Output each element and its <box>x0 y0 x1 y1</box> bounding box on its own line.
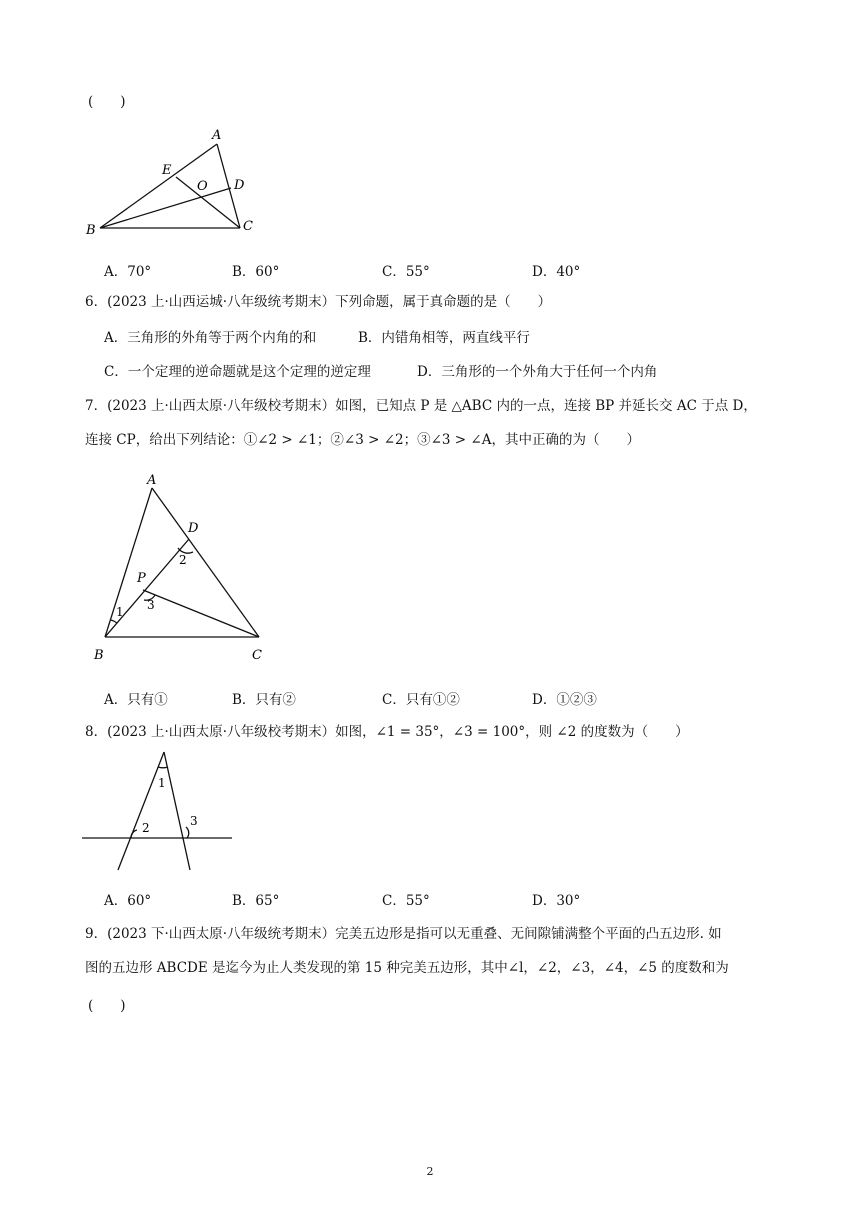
q7-option-d[interactable]: D．①②③ <box>532 692 597 708</box>
q5-label-d: D <box>234 178 245 193</box>
q7-stem-line2: 连接 CP，给出下列结论：①∠2 > ∠1；②∠3 > ∠2；③∠3 > ∠A，其中正确的为（ ） <box>85 432 640 448</box>
q7-label-b: B <box>94 648 104 663</box>
q5-option-c[interactable]: C．55° <box>382 264 430 280</box>
q5-label-a: A <box>212 128 222 143</box>
q6-option-b[interactable]: B．内错角相等，两直线平行 <box>358 330 530 346</box>
q5-label-b: B <box>86 223 96 238</box>
q7-option-a[interactable]: A．只有① <box>104 692 168 708</box>
q8-stem: 8．(2023 上·山西太原·八年级校考期末）如图，∠1 = 35°，∠3 = 100°，则 ∠2 的度数为（ ） <box>85 724 689 740</box>
q5-label-o: O <box>197 179 208 194</box>
q6-option-a[interactable]: A．三角形的外角等于两个内角的和 <box>104 330 317 346</box>
q7-label-1: 1 <box>116 605 124 619</box>
q6-option-d[interactable]: D．三角形的一个外角大于任何一个内角 <box>417 364 658 380</box>
q9-stem-line1: 9．(2023 下·山西太原·八年级统考期末）完美五边形是指可以无重叠、无间隙铺满整个平面的凸五边形. 如 <box>85 926 722 942</box>
q9-answer-bracket: ( ) <box>88 998 126 1014</box>
q6-stem: 6．(2023 上·山西运城·八年级统考期末）下列命题，属于真命题的是（ ） <box>85 294 552 310</box>
q9-stem-line2: 图的五边形 ABCDE 是迄今为止人类发现的第 15 种完美五边形，其中∠l，∠2，∠3，∠4，∠5 的度数和为 <box>85 960 729 976</box>
q7-label-c: C <box>252 648 262 663</box>
q8-label-3: 3 <box>190 814 198 828</box>
q7-stem-line1: 7．(2023 上·山西太原·八年级校考期末）如图，已知点 P 是 △ABC 内的一点，连接 BP 并延长交 AC 于点 D， <box>85 398 757 414</box>
q6-option-c[interactable]: C．一个定理的逆命题就是这个定理的逆定理 <box>104 364 371 380</box>
q5-option-b[interactable]: B．60° <box>232 264 280 280</box>
q5-label-c: C <box>243 219 253 234</box>
q7-option-b[interactable]: B．只有② <box>232 692 296 708</box>
page-number: 2 <box>426 1165 434 1178</box>
q7-label-a: A <box>147 473 157 488</box>
q8-label-1: 1 <box>158 776 166 790</box>
q7-label-2: 2 <box>179 553 187 567</box>
q8-option-a[interactable]: A．60° <box>104 893 152 909</box>
q7-label-3: 3 <box>147 598 155 612</box>
q7-label-d: D <box>188 521 199 536</box>
q7-option-c[interactable]: C．只有①② <box>382 692 460 708</box>
q5-option-d[interactable]: D．40° <box>532 264 581 280</box>
q8-label-2: 2 <box>142 821 150 835</box>
q5-answer-bracket: ( ) <box>88 94 126 110</box>
q8-option-d[interactable]: D．30° <box>532 893 581 909</box>
q7-label-p: P <box>137 571 146 586</box>
q8-option-b[interactable]: B．65° <box>232 893 280 909</box>
q5-option-a[interactable]: A．70° <box>104 264 152 280</box>
q5-label-e: E <box>162 163 172 178</box>
q8-option-c[interactable]: C．55° <box>382 893 430 909</box>
